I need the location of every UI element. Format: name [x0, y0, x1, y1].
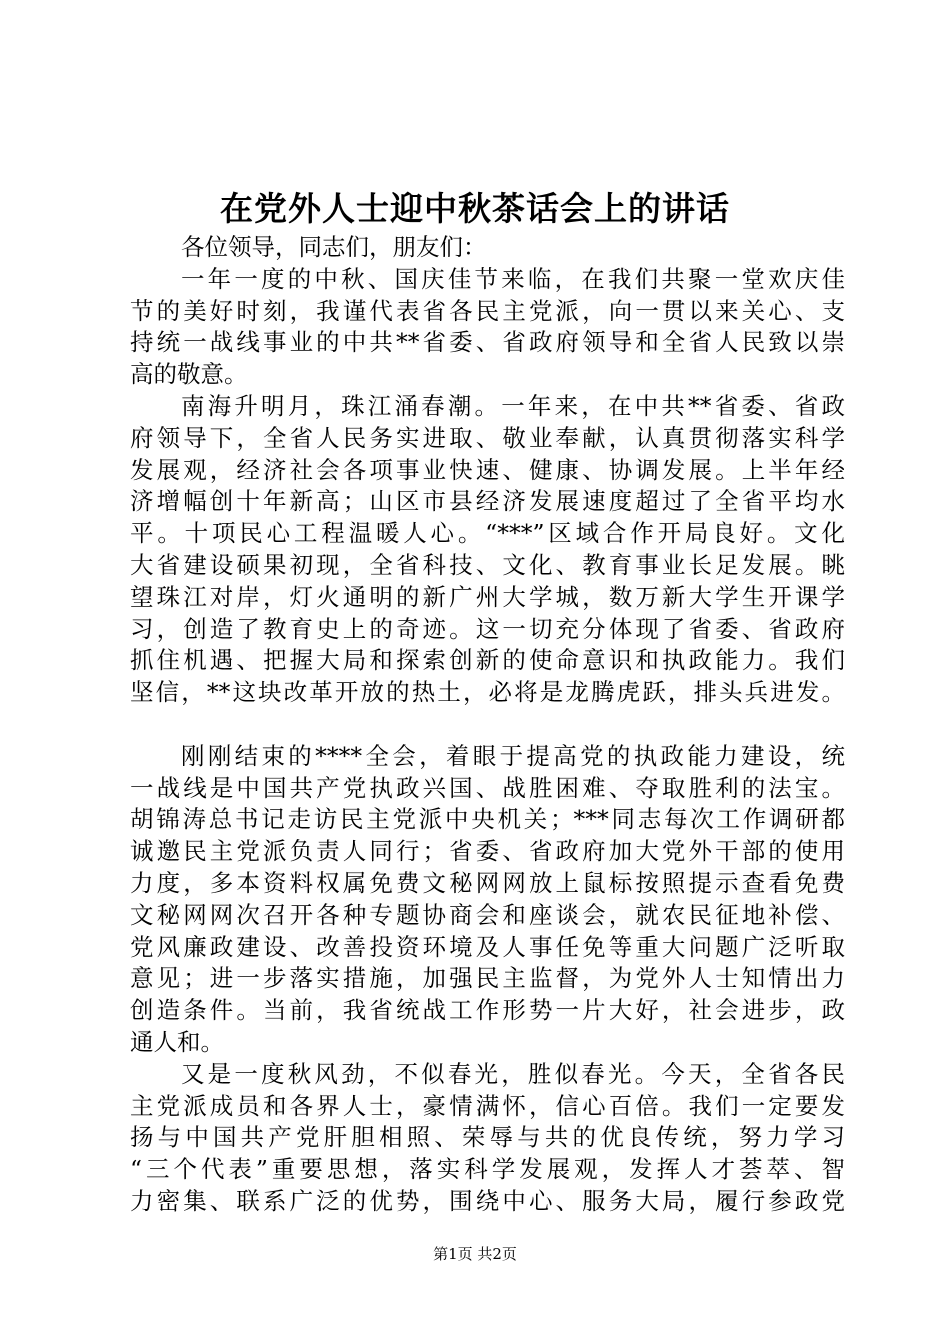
text-line: 习，创造了教育史上的奇迹。这一切充分体现了省委、省政府: [130, 614, 845, 643]
text-line: 平。十项民心工程温暖人心。“***”区域合作开局良好。文化: [130, 519, 845, 548]
text-line: 诚邀民主党派负责人同行；省委、省政府加大党外干部的使用: [130, 837, 845, 866]
text-line: 持统一战线事业的中共**省委、省政府领导和全省人民致以崇: [130, 328, 845, 357]
text-line: 各位领导，同志们，朋友们：: [181, 233, 487, 261]
document-title: 在党外人士迎中秋茶话会上的讲话: [220, 189, 730, 228]
text-line: 胡锦涛总书记走访民主党派中央机关；***同志每次工作调研都: [130, 805, 845, 834]
text-line: 府领导下，全省人民务实进取、敬业奉献，认真贯彻落实科学: [130, 423, 845, 452]
text-line: 高的敬意。: [130, 360, 248, 389]
text-line: 力密集、联系广泛的优势，围绕中心、服务大局，履行参政党: [130, 1186, 845, 1215]
text-line: 力度，多本资料权属免费文秘网网放上鼠标按照提示查看免费: [130, 868, 845, 897]
text-line: 抓住机遇、把握大局和探索创新的使命意识和执政能力。我们: [130, 646, 845, 675]
text-line: 一年一度的中秋、国庆佳节来临，在我们共聚一堂欢庆佳: [181, 264, 845, 293]
text-line: 主党派成员和各界人士，豪情满怀，信心百倍。我们一定要发: [130, 1091, 845, 1120]
text-line: 创造条件。当前，我省统战工作形势一片大好，社会进步，政: [130, 996, 845, 1025]
text-line: 扬与中国共产党肝胆相照、荣辱与共的优良传统，努力学习: [130, 1123, 845, 1152]
document-body: [130, 232, 845, 1218]
text-line: 济增幅创十年新高；山区市县经济发展速度超过了全省平均水: [130, 487, 845, 516]
text-line: 又是一度秋风劲，不似春光，胜似春光。今天，全省各民: [181, 1059, 845, 1088]
text-line: 节的美好时刻，我谨代表省各民主党派，向一贯以来关心、支: [130, 296, 845, 325]
text-line: 刚刚结束的****全会，着眼于提高党的执政能力建设，统: [181, 741, 845, 770]
text-line: 望珠江对岸，灯火通明的新广州大学城，数万新大学生开课学: [130, 582, 845, 611]
page-footer: 第1页 共2页: [433, 1245, 517, 1263]
blank-line: [130, 709, 845, 741]
text-line: 南海升明月，珠江涌春潮。一年来，在中共**省委、省政: [181, 391, 845, 420]
text-line: 党风廉政建设、改善投资环境及人事任免等重大问题广泛听取: [130, 932, 845, 961]
text-line: 文秘网网次召开各种专题协商会和座谈会，就农民征地补偿、: [130, 900, 845, 929]
text-line: 意见；进一步落实措施，加强民主监督，为党外人士知情出力: [130, 964, 845, 993]
text-line: “三个代表”重要思想，落实科学发展观，发挥人才荟萃、智: [130, 1155, 845, 1184]
text-line: 一战线是中国共产党执政兴国、战胜困难、夺取胜利的法宝。: [130, 773, 845, 802]
text-line: 坚信，**这块改革开放的热土，必将是龙腾虎跃，排头兵进发。: [130, 678, 845, 707]
text-line: 大省建设硕果初现，全省科技、文化、教育事业长足发展。眺: [130, 550, 845, 579]
text-line: 发展观，经济社会各项事业快速、健康、协调发展。上半年经: [130, 455, 845, 484]
text-line: 通人和。: [130, 1027, 224, 1056]
